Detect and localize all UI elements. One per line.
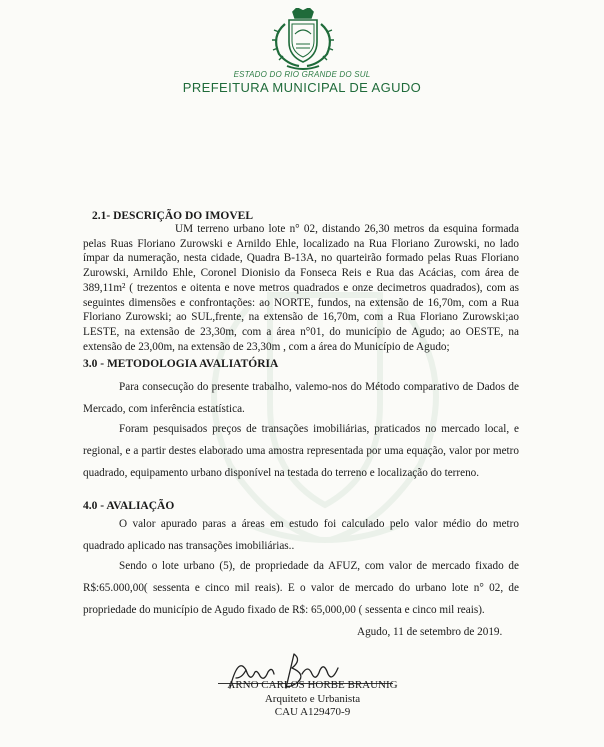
section-3-0-heading: 3.0 - METODOLOGIA AVALIATÓRIA: [83, 358, 279, 370]
municipal-crest-icon: [265, 8, 341, 72]
section-4-0-paragraph-1: O valor apurado paras a áreas em estudo foi calculado pelo valor médio do metro quadrado aplicado nas transações imobiliárias..: [83, 518, 519, 552]
state-name: ESTADO DO RIO GRANDE DO SUL: [233, 70, 371, 79]
signatory-name: ARNO CARLOS HORBE BRAUNIG: [227, 679, 398, 691]
section-3-0-paragraph-2: Foram pesquisados preços de transações imobiliárias, praticados no mercado local, e regional, e a partir destes elaborado uma amostra representada por uma equação, valor por metro quadrado, equipamento urbano disponível na testada do terreno e localização do terreno.: [83, 423, 519, 479]
section-4-0-paragraph-2: Sendo o lote urbano (5), de propriedade da AFUZ, com valor de mercado fixado de R$:65.000,00( sessenta e cinco mil reais). E o valor de mercado do urbano lote n° 02, de propriedade do município de Agudo fixado de R$: 65,000,00 ( sessenta e cinco mil reais).: [83, 560, 519, 616]
prefecture-name: PREFEITURA MUNICIPAL DE AGUDO: [182, 80, 422, 95]
section-4-0-heading: 4.0 - AVALIAÇÃO: [83, 500, 175, 512]
date-place: Agudo, 11 de setembro de 2019.: [357, 626, 503, 638]
section-2-1-heading: 2.1- DESCRIÇÃO DO IMOVEL: [92, 210, 254, 222]
section-2-1-text: UM terreno urbano lote n° 02, distando 26,30 metros da esquina formada pelas Ruas Floriano Zurowski e Arnildo Ehle, localizado na Rua Floriano Zurowski, no lado ímpar da numeração, nesta cidade, Quadra B-13A, no quarteirão formado pelas Ruas Floriano Zurowski, Arnildo Ehle, Coronel Dionisio da Fonseca Reis e Rua das Acácias, com área de 389,11m² ( trezentos e oitenta e nove metros quadrados e onze decimetros quadrados), com as seguintes dimensões e confrontações: ao NORTE, fundos, na extensão de 16,70m, com a Rua Floriano Zurowski; ao SUL,frente, na extensão de 16,70m, com a Rua Floriano Zurowski;ao LESTE, na extensão de 23,30m, com a área n°01, do município de Agudo; ao OESTE, na extensão de 23,00m, na extensão de 23,30m , com a área do Município de Agudo;: [83, 223, 519, 353]
signatory-registration: CAU A129470-9: [274, 706, 351, 718]
signatory-role: Arquiteto e Urbanista: [264, 693, 361, 705]
section-3-0-paragraph-1: Para consecução do presente trabalho, valemo-nos do Método comparativo de Dados de Mercado, com inferência estatística.: [83, 381, 519, 415]
